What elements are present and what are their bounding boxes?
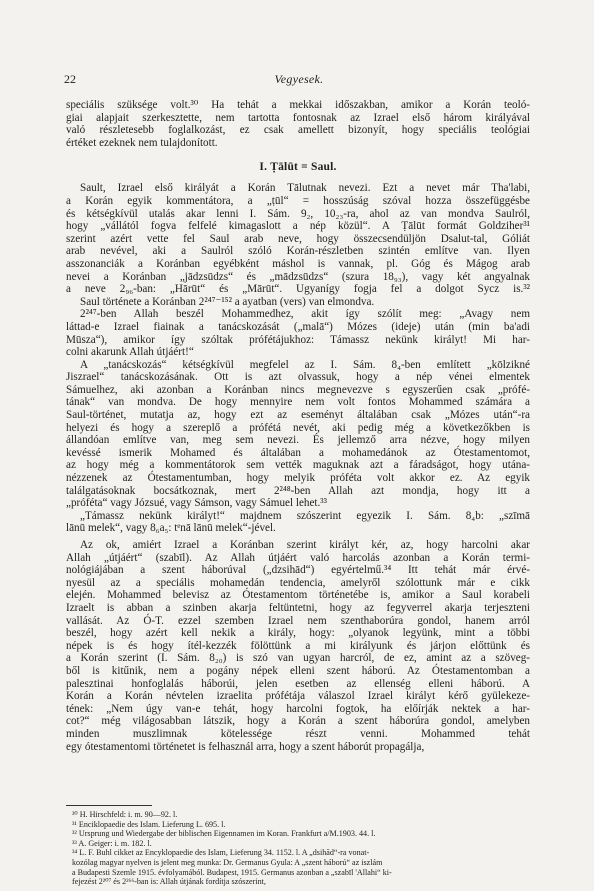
text-line: arab nevével, aki a Saulról szóló Korán-részletben szintén említve van. Ilyen xyxy=(66,245,530,258)
text-line: cot?“ még világosabban látszik, hogy a Korán a szent háborúra gondol, amelyben xyxy=(66,715,530,728)
text-line: palesztinai honfoglalás háborúi, jelen esetben az ellenség elleni háború. A xyxy=(66,677,530,690)
footnote: ³² Ursprung und Wiedergabe der biblischen Eigennamen im Koran. Frankfurt a/M.1903. 44. l. xyxy=(72,829,376,839)
text-line: giai alapjait szerkesztette, nem tartotta fontosnak az Izrael első három királyával xyxy=(66,111,530,124)
footnotes xyxy=(72,810,530,887)
text-line: elején. Mohammed belevisz az Ótestamentom történetébe is, amikor a Saul korabeli xyxy=(66,589,530,602)
text-line: népek is és hogy ítél-kezzék fölöttünk a mi királyunk és járjon előttünk és xyxy=(66,639,530,652)
text-line: speciális szüksége volt.³⁰ Ha tehát a mekkai időszakban, amikor a Korán teoló- xyxy=(66,99,530,111)
text-line: az hogy még a kommentátorok sem vették maguknak azt a fáradságot, hogy utána- xyxy=(66,459,530,472)
running-header xyxy=(64,72,534,86)
paragraph-council xyxy=(66,359,530,510)
paragraph-ayat-247 xyxy=(66,308,530,358)
text-line: Sault, Izrael első királyát a Korán Tālutnak nevezi. Ezt a nevet már Tha'labi, xyxy=(80,182,530,195)
text-line: nológiájában a szent háborúval („dzsihād“) egyértelmű.³⁴ Itt tehát már érvé- xyxy=(66,564,530,577)
footnote: ³¹ Enciklopaedie des Islam. Lieferung L. 695. l. xyxy=(72,819,226,829)
text-line: nevei a Koránban „jādzsūdzs“ és „mādzsūdzs“ (szura 18₉₃), vagy két angyalnak xyxy=(66,270,530,283)
page-number: 22 xyxy=(64,72,76,86)
text-line: asszonanciák a Koránban egyébként máshol is vannak, pl. Góg és Mágog arab xyxy=(66,257,530,270)
main-text xyxy=(66,99,530,753)
footnote-continuation: a Budapesti Szemle 1915. évfolyamából. Budapest, 1915. Germanus azonban a „szabīl 'Allahi“ ki- xyxy=(72,867,392,877)
text-line: nyesül az a speciális mohamedán tendencia, amelyről szólottunk már e cikk xyxy=(66,576,530,589)
text-line: lānū melek“, vagy 8₆a₅: tᵉnā lānū melek“-jével. xyxy=(66,522,276,535)
section-heading: I. Ṭālūt = Saul. xyxy=(259,161,337,174)
footnote: ³⁴ L. F. Buhl cikket az Encyklopaedie des Islam, Lieferung 34. 1152. l. A „dsihād“-ra vonat- xyxy=(72,848,370,858)
text-line: vallását. Az Ó-T. ezzel szemben Izrael nem szenthaborúra gondol, hanem arról xyxy=(66,614,530,627)
text-line: „Támassz nekünk királyt!“ majdnem szószerint egyezik I. Sám. 8₄b: „szīmā xyxy=(80,509,530,522)
text-line: egy ótestamentomi történetet is felhasznál arra, hogy a szent háborút propagálja, xyxy=(66,740,425,753)
text-line: Az ok, amiért Izrael a Koránban szerint királyt kér, az, hogy harcolni akar xyxy=(80,539,530,551)
text-line: a neve 2₉₆-ban: „Hārūt“ és „Mārūt“. Ugyanígy fogja fel a dolgot Sycz is.³² xyxy=(66,283,530,296)
text-line: a Korán szerint (I. Sám. 8₂₀) is szó van ugyan harcról, de ez, amint az a szöveg- xyxy=(66,652,530,665)
text-line: a Korán egyik kommentátora, a „ṭūl“ = hosszúság szóval hozza összefüggésbe xyxy=(66,194,530,207)
text-line: Saul-történet, mutatja az, hogy ezt az eseményt általában csak „Mózes után“-ra xyxy=(66,409,530,422)
footnote: ³⁰ H. Hirschfeld: i. m. 90—92. l. xyxy=(72,810,178,819)
text-line: 2²⁴⁷-ben Allah beszél Mohammedhez, akit így szólít meg: „Avagy nem xyxy=(80,308,530,321)
text-line: értéket ezeknek nem tulajdonított. xyxy=(66,136,218,149)
text-line: állandóan említve van, meg sem nevezi. És jellemző arra nézve, hogy milyen xyxy=(66,434,530,447)
text-line: tának“ van mondva. De hogy mennyire nem volt fontos Mohammed számára a xyxy=(66,396,530,409)
running-title: Vegyesek. xyxy=(274,72,324,86)
text-line: kevéssé ismerik Mohamed és általában a mohamedánok az Ótestamentomot, xyxy=(66,446,530,459)
paragraph-intro xyxy=(66,99,530,149)
text-line: Sámuelhez, aki azonban a Koránban nincs megnevezve s egyszerűen csak „prófé- xyxy=(66,383,530,396)
text-line: nézzenek az Ótestamentumban, hogy melyik próféta volt akkor ez. Az egyik xyxy=(66,472,530,485)
text-line: A „tanácskozás“ kétségkívül megfelel az I. Sám. 8₄-ben említett „kōlzikné xyxy=(80,358,530,371)
text-line: láttad-e Izrael fiainak a tanácskozását („malā“) Mózes (ideje) után (min ba'adi xyxy=(66,320,530,333)
footnote: ³³ A. Geiger: i. m. 182. l. xyxy=(72,838,152,848)
text-line: találgatásoknak bocsátkoznak, mert 2²⁴⁸-ben Allah azt mondja, hogy itt a xyxy=(66,484,530,497)
paragraph-holy-war xyxy=(66,539,530,753)
text-line: minden muszlimnak kötelessége részt venni. Mohammed tehát xyxy=(66,727,530,740)
footnote-continuation: kozólag magyar nyelven is jelent meg munka: Dr. Germanus Gyula: A „szent háború“ az iszlám xyxy=(72,857,383,867)
footnote-continuation: fejezést 2²⁰⁷ és 2²⁶⁶-ban is: Allah útjának fordítja szószerint, xyxy=(72,877,266,887)
text-line: és kétségkívül utalás akar lenni I. Sám. 9₂, 10₂₃-ra, ahol az van mondva Saulról, xyxy=(66,207,530,220)
text-line: ből is kitűnik, nem a pogány népek elleni szent háború. Az Ótestamentomban a xyxy=(66,664,530,677)
text-line: beszél, hogy azért kell nekik a király, hogy: „olyanok legyünk, mint a többi xyxy=(66,627,530,640)
text-line: tének: „Nem úgy van-e tehát, hogy harcolni fogtok, ha előírják nektek a har- xyxy=(66,702,530,715)
text-line: Jiszrael“ tanácskozásának. Ott is azt olvassuk, hogy a nép vénei elmentek xyxy=(66,371,530,384)
paragraph-saul-name xyxy=(66,182,530,308)
text-line: „próféta“ vagy Józsué, vagy Sámson, vagy Sámuel lehet.³³ xyxy=(66,497,327,510)
text-line: hogy „vállától fogva felfelé kimagaslott a nép közül“. A Ṭālūt formát Goldziher³¹ xyxy=(66,220,530,233)
text-line: Saul története a Koránban 2²⁴⁷⁻¹⁵² a ayatban (vers) van elmondva. xyxy=(80,295,375,308)
text-line: Mūsza“), amikor így szóltak prófétájukhoz: Támassz nekünk királyt! Mi har- xyxy=(66,333,530,346)
text-line: helyezi és hogy a szereplő a prófétá nevét, aki pedig még a következőkben is xyxy=(66,421,530,434)
footnote-separator xyxy=(66,805,152,806)
text-line: colni akarunk Allah útjáért!“ xyxy=(66,346,194,359)
text-line: szerint azért vette fel Saul arab neve, hogy összecsendüljön Dsalut-tal, Góliát xyxy=(66,232,530,245)
paragraph-give-king xyxy=(66,510,530,535)
text-line: való részletesebb foglalkozást, ez csak amellett bizonyít, hogy speciális teológiai xyxy=(66,124,530,137)
text-line: Allah „útjáért“ (szabīl). Az Allah útjáért való harcolás azonban a Korán termi- xyxy=(66,551,530,564)
text-line: Izraelt is abban a szinben akarja feltüntetni, hogy az fegyverrel akarja terjeszteni xyxy=(66,601,530,614)
text-line: Korán a Korán névtelen izraelita prófétája válaszol Izrael királyt kérő gyülekeze- xyxy=(66,690,530,703)
